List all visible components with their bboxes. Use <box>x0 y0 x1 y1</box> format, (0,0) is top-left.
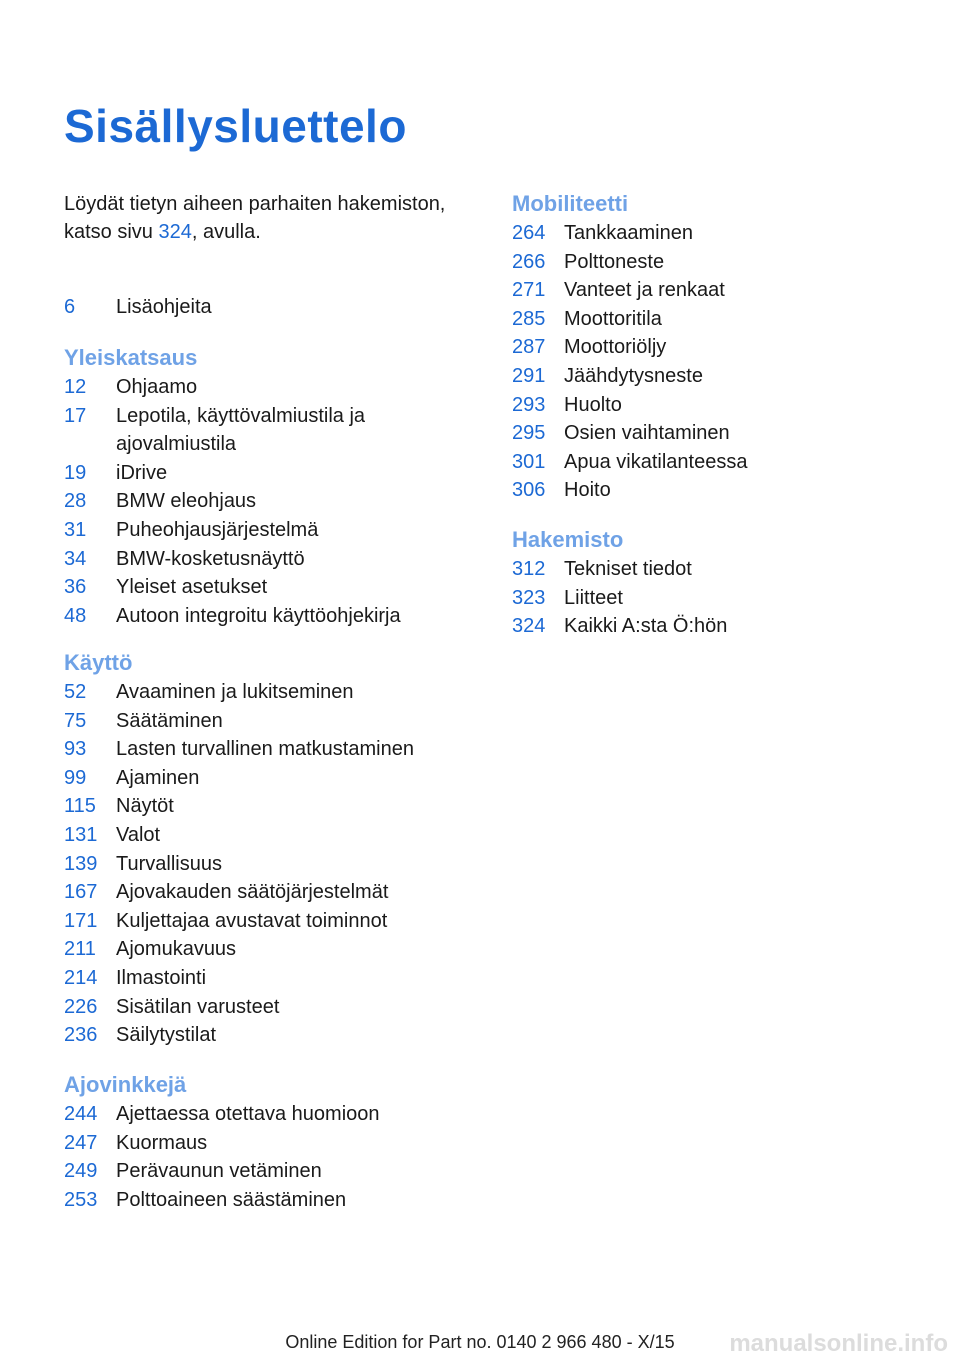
toc-entry[interactable] <box>512 305 912 334</box>
toc-entry[interactable] <box>64 516 464 545</box>
toc-entry-label: Ajomukavuus <box>116 938 237 961</box>
toc-entry-label: Säätäminen <box>116 709 223 732</box>
toc-entry-label: Puheohjausjärjestelmä <box>116 518 319 541</box>
toc-entry-label: iDrive <box>116 461 168 484</box>
toc-page-number: 287 <box>512 336 546 359</box>
toc-entry[interactable] <box>64 792 464 821</box>
toc-page-number: 306 <box>512 479 546 502</box>
toc-entry-label: Ajettaessa otettava huomioon <box>116 1103 380 1125</box>
toc-entry[interactable] <box>512 391 912 420</box>
toc-page-number: 167 <box>64 881 98 904</box>
toc-entry-label: Avaaminen ja lukitseminen <box>116 681 354 703</box>
toc-entry-label: Ohjaamo <box>116 376 198 398</box>
toc-entry-label: Säilytystilat <box>116 1024 217 1047</box>
intro-text-before: Löydät tietyn aiheen parhaiten hakemiston, katso sivu <box>64 193 446 243</box>
toc-page-number: 236 <box>64 1024 98 1047</box>
page-title: Sisällysluettelo <box>64 100 407 152</box>
toc-entry-label: Polttoaineen säästäminen <box>116 1188 347 1211</box>
toc-entry[interactable] <box>512 419 912 448</box>
toc-page-number: 264 <box>512 222 546 244</box>
toc-page-number: 99 <box>64 766 87 789</box>
footer-edition-text: Online Edition for Part no. 0140 2 966 480 - X/15 <box>285 1332 675 1352</box>
toc-entry-label: Tekniset tiedot <box>564 558 692 580</box>
toc-entry[interactable] <box>64 1129 464 1158</box>
toc-entry-label: Osien vaihtaminen <box>564 422 730 445</box>
toc-page-number: 52 <box>64 681 87 703</box>
toc-entry-label: BMW-kosketusnäyttö <box>116 547 305 570</box>
toc-entry[interactable] <box>512 612 912 641</box>
section-title: Hakemisto <box>512 527 624 552</box>
toc-section-intro <box>64 293 464 322</box>
toc-entry[interactable] <box>512 448 912 477</box>
toc-entry-label: Moottoritila <box>564 307 662 330</box>
toc-entry-label: Näytöt <box>116 795 174 818</box>
intro-text-after: , avulla. <box>191 221 261 243</box>
toc-page-number: 131 <box>64 823 98 846</box>
toc-page-number: 226 <box>64 995 98 1018</box>
intro-text <box>64 190 464 246</box>
toc-entry-label: Yleiset asetukset <box>116 576 268 599</box>
toc-section-usage <box>64 648 464 1050</box>
toc-entry[interactable] <box>64 602 464 631</box>
section-title: Käyttö <box>64 650 133 675</box>
section-title: Mobiliteetti <box>512 191 629 216</box>
toc-entry-label: Sisätilan varusteet <box>116 995 280 1018</box>
toc-entry-label: Moottoriöljy <box>564 336 667 359</box>
toc-page-number: 139 <box>64 852 98 875</box>
toc-entry[interactable] <box>64 764 464 793</box>
toc-entry-label: Perävaunun vetäminen <box>116 1160 322 1183</box>
toc-entry[interactable] <box>64 1157 464 1186</box>
toc-page-number: 31 <box>64 518 87 541</box>
toc-page-number: 115 <box>64 795 96 818</box>
toc-entry[interactable] <box>64 993 464 1022</box>
toc-entry-label: Lisäohjeita <box>116 296 212 318</box>
toc-entry[interactable] <box>512 276 912 305</box>
toc-entry[interactable] <box>512 333 912 362</box>
toc-page-number: 75 <box>64 709 87 732</box>
toc-entry[interactable] <box>64 1186 464 1215</box>
toc-entry[interactable] <box>64 707 464 736</box>
toc-entry[interactable] <box>512 555 912 584</box>
toc-entry[interactable] <box>64 1021 464 1050</box>
toc-entry-label: Ajaminen <box>116 766 200 789</box>
toc-entry[interactable] <box>64 293 464 322</box>
toc-page-number: 247 <box>64 1131 98 1154</box>
toc-page-number: 93 <box>64 738 87 761</box>
toc-entry-label: Ilmastointi <box>116 966 207 989</box>
toc-entry[interactable] <box>64 678 464 707</box>
toc-page-number: 48 <box>64 604 87 627</box>
toc-section-overview <box>64 343 464 630</box>
toc-entry[interactable] <box>64 402 464 459</box>
toc-entry[interactable] <box>64 487 464 516</box>
toc-entry-label: Ajovakauden säätöjärjestelmät <box>116 881 389 904</box>
toc-page-number: 171 <box>64 909 98 932</box>
toc-entry[interactable] <box>64 1100 464 1129</box>
toc-entry[interactable] <box>64 907 464 936</box>
toc-entry-label: Autoon integroitu käyttöohjekirja <box>116 604 401 627</box>
toc-page-number: 271 <box>512 279 546 302</box>
toc-entry-label: Jäähdytysneste <box>564 364 703 387</box>
toc-entry[interactable] <box>64 878 464 907</box>
toc-page-number: 312 <box>512 558 546 580</box>
toc-entry[interactable] <box>64 850 464 879</box>
toc-entry-label: Valot <box>116 823 161 846</box>
toc-page-number: 293 <box>512 393 546 416</box>
toc-page-number: 266 <box>512 250 546 273</box>
toc-page-number: 28 <box>64 490 87 513</box>
toc-page-number: 244 <box>64 1103 98 1125</box>
toc-entry-label: Turvallisuus <box>116 852 222 875</box>
index-page-link[interactable]: 324 <box>158 221 192 243</box>
toc-entry-label: Kuormaus <box>116 1131 208 1154</box>
toc-page-number: 301 <box>512 450 546 473</box>
toc-entry[interactable] <box>64 545 464 574</box>
toc-entry[interactable] <box>64 935 464 964</box>
toc-page-number: 17 <box>64 404 87 427</box>
toc-page-number: 295 <box>512 422 546 445</box>
toc-entry-label: Hoito <box>564 479 611 502</box>
toc-entry[interactable] <box>512 219 912 248</box>
toc-entry-label: Kaikki A:sta Ö:hön <box>564 615 728 638</box>
toc-page-number: 12 <box>64 376 87 398</box>
toc-page-number: 324 <box>512 615 546 638</box>
toc-entry-label: Tankkaaminen <box>564 222 693 244</box>
toc-page-number: 19 <box>64 461 87 484</box>
toc-entry-label: Huolto <box>564 393 622 416</box>
toc-entry-label: Lasten turvallinen matkustaminen <box>116 738 414 761</box>
toc-entry-label: BMW eleohjaus <box>116 490 257 513</box>
toc-page-number: 285 <box>512 307 546 330</box>
toc-entry[interactable] <box>64 735 464 764</box>
toc-page-number: 6 <box>64 296 76 318</box>
section-title: Yleiskatsaus <box>64 345 198 370</box>
toc-entry[interactable] <box>512 362 912 391</box>
section-title: Ajovinkkejä <box>64 1072 187 1097</box>
toc-entry[interactable] <box>64 573 464 602</box>
toc-entry-label: Vanteet ja renkaat <box>564 279 725 302</box>
toc-section-mobility <box>512 189 912 505</box>
toc-entry-label: Kuljettajaa avustavat toiminnot <box>116 909 388 932</box>
toc-page-number: 211 <box>64 938 96 961</box>
toc-entry[interactable] <box>512 584 912 613</box>
toc-entry[interactable] <box>512 476 912 505</box>
toc-page-number: 323 <box>512 586 546 609</box>
toc-entry[interactable] <box>512 248 912 277</box>
toc-section-index <box>512 525 912 641</box>
toc-page-number: 253 <box>64 1188 98 1211</box>
toc-entry[interactable] <box>64 459 464 488</box>
toc-page-number: 291 <box>512 364 546 387</box>
toc-entry-label: Lepotila, käyttövalmiustila ja ajovalmiustila <box>116 404 366 456</box>
watermark: manualsonline.info <box>729 1330 948 1357</box>
toc-page-number: 34 <box>64 547 87 570</box>
toc-page-number: 214 <box>64 966 98 989</box>
toc-entry-label: Polttoneste <box>564 250 665 273</box>
toc-page-number: 36 <box>64 576 87 599</box>
toc-entry-label: Apua vikatilanteessa <box>564 450 748 473</box>
toc-entry[interactable] <box>64 821 464 850</box>
toc-entry[interactable] <box>64 373 464 402</box>
toc-section-driving-tips <box>64 1070 464 1214</box>
toc-entry-label: Liitteet <box>564 586 623 609</box>
toc-entry[interactable] <box>64 964 464 993</box>
toc-page-number: 249 <box>64 1160 98 1183</box>
